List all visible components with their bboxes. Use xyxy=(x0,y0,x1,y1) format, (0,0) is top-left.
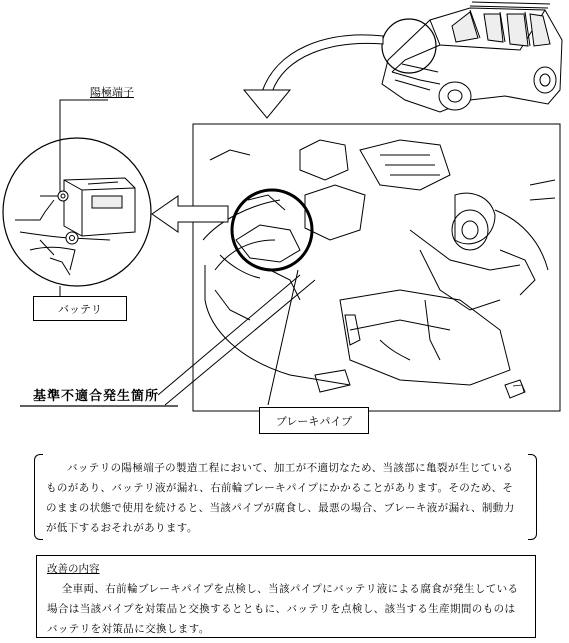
brake-pipe-label-box xyxy=(259,407,369,434)
anode-terminal-label: 陽極端子 xyxy=(90,86,134,99)
description-block xyxy=(36,454,534,536)
improvement-box xyxy=(36,555,536,638)
brake-pipe-label: ブレーキパイプ xyxy=(275,414,353,428)
improvement-text: 全車両、右前輪ブレーキパイプを点検し、当該パイプにバッテリ液による腐食が発生している場合は当該パイプを対策品と交換するとともに、バッテリを点検し、該当する生産期間のものはバッテリを対策品に交換します。 xyxy=(47,583,519,635)
improvement-title: 改善の内容 xyxy=(47,563,100,575)
battery-label-box xyxy=(33,296,127,321)
description-text: バッテリの陽極端子の製造工程において、加工が不適切なため、当該部に亀裂が生じているものがあり、バッテリ液が漏れ、右前輪ブレーキパイプにかかることがあります。そのため、そのままの状態で使用を続けると、当該パイプが腐食し、最悪の場合、ブレーキ液が漏れ、制動力が低下するおそれがあります。 xyxy=(46,462,515,534)
defect-location-label: 基準不適合発生箇所 xyxy=(33,389,160,404)
battery-label: バッテリ xyxy=(58,302,102,316)
curved-arrow-icon xyxy=(244,35,383,118)
